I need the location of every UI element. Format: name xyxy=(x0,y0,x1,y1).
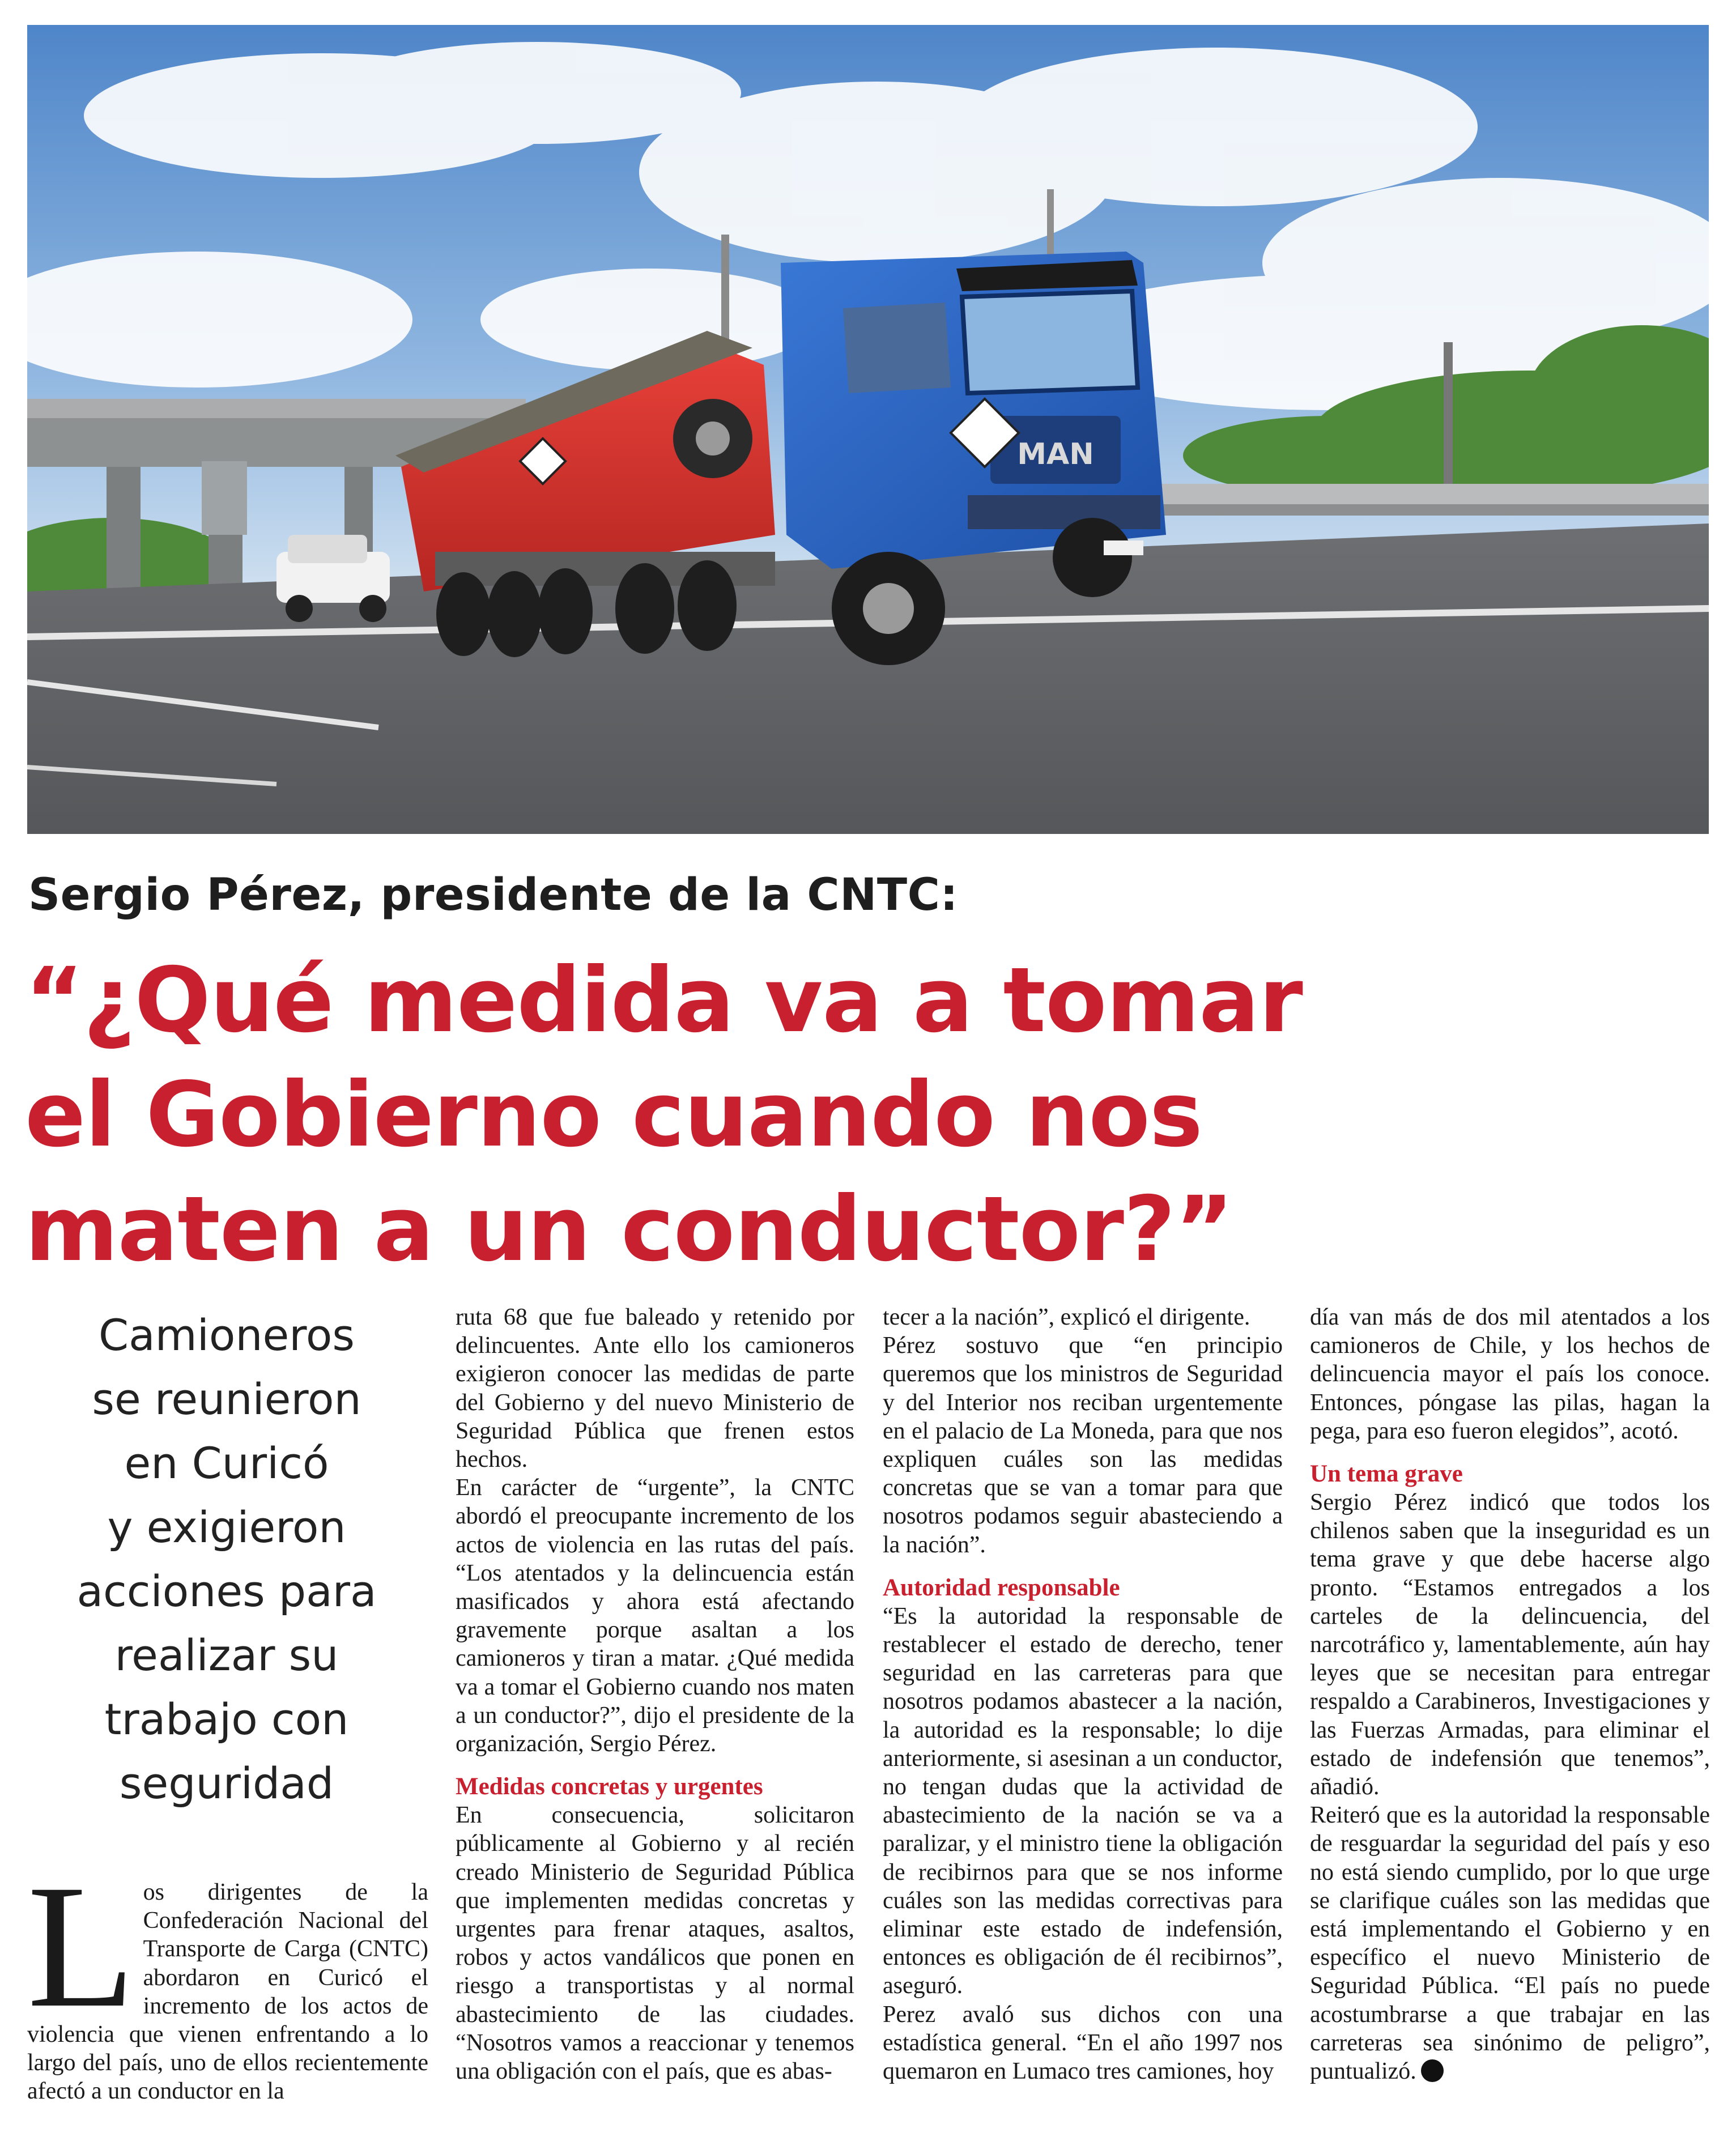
article-paragraph xyxy=(1310,1801,1710,2085)
headline-line: “¿Qué medida va a tomar xyxy=(25,948,1303,1053)
section-subhead: Un tema grave xyxy=(1310,1461,1463,1488)
article-paragraph: Perez avaló sus dichos con una estadística general. “En el año 1997 nos quemaron en Lumaco tres camiones, hoy xyxy=(883,2001,1283,2085)
deck-line: y exigieron xyxy=(107,1502,346,1552)
article-paragraph: En carácter de “urgente”, la CNTC abordó el preocupante incremento de los actos de violencia en las rutas del país. “Los atentados y la delincuencia están masificados y ahora está afectando gravemente porque asaltan a los camioneros y tiran a matar. ¿Qué medida va a tomar el Gobierno cuando nos maten a un conductor?”, dijo el presidente de la organización, Sergio Pérez. xyxy=(456,1475,854,1757)
deck-line: en Curicó xyxy=(124,1438,329,1488)
drop-cap: L xyxy=(27,1849,135,2044)
article-paragraph: Pérez sostuvo que “en principio queremos que los ministros de Seguridad y del Interior nos reciban urgentemente en el palacio de La Moneda, para que nos expliquen cuáles son las medidas concretas que se van a tomar para que nosotros podamos seguir abasteciendo a la nación”. xyxy=(883,1333,1283,1558)
article-paragraph: Sergio Pérez indicó que todos los chilenos saben que la inseguridad es un tema grave y que debe hacerse algo pronto. “Estamos entregados a los carteles de la delincuencia, del narcotráfico y, lamentablemente, aún hay leyes que se necesitan para entregar respaldo a Carabineros, Investigaciones y las Fuerzas Armadas, para eliminar el estado de indefensión que tenemos”, añadió. xyxy=(1310,1489,1710,1800)
article-column-2 xyxy=(456,1303,854,2085)
deck-line: Camioneros xyxy=(99,1310,355,1360)
truck-photo-illustration xyxy=(27,25,1709,834)
article-paragraph: tecer a la nación”, explicó el dirigente. xyxy=(883,1304,1250,1330)
headline-line: maten a un conductor?” xyxy=(25,1177,1233,1282)
article-paragraph: día van más de dos mil atentados a los camioneros de Chile, y los hechos de delincuencia mayor el país los conoce. Entonces, póngase las pilas, hagan la pega, para eso fueron elegidos”, acotó. xyxy=(1310,1304,1710,1444)
kicker: Sergio Pérez, presidente de la CNTC: xyxy=(28,870,959,921)
deck-line: trabajo con xyxy=(104,1694,349,1744)
headline xyxy=(25,943,1328,1287)
deck-subtitle xyxy=(34,1303,419,1815)
section-subhead: Autoridad responsable xyxy=(883,1574,1120,1601)
section-subhead: Medidas concretas y urgentes xyxy=(456,1773,763,1800)
end-mark-icon xyxy=(1421,2059,1444,2082)
hero-photo xyxy=(27,25,1709,834)
article-column-4 xyxy=(1310,1303,1710,2085)
headline-line: el Gobierno cuando nos xyxy=(25,1063,1202,1167)
deck-line: se reunieron xyxy=(92,1374,361,1424)
deck-line: seguridad xyxy=(119,1758,334,1808)
article-column-1 xyxy=(27,1849,428,2106)
article-paragraph-text: Reiteró que es la autoridad la responsable de resguardar la seguridad del país y eso no está siendo cumplido, por lo que urge se clarifique cuáles son las medidas que está implementando el Gobierno y en específico el nuevo Ministerio de Seguridad Pública. “El país no puede acostumbrarse a que trabajar en las carreteras sea sinónimo de peligro”, puntualizó. xyxy=(1310,1802,1710,2085)
article-paragraph: ruta 68 que fue baleado y retenido por delincuentes. Ante ello los camioneros exigieron conocer las medidas de parte del Gobierno y del nuevo Ministerio de Seguridad Pública que frenen estos hechos. xyxy=(456,1304,854,1473)
article-paragraph: “Es la autoridad la responsable de restablecer el estado de derecho, tener seguridad en las carreteras para que nosotros podamos abastecer a la nación, la autoridad es la responsable; lo dije anteriormente, si asesinan a un conductor, no tengan dudas que la actividad de abastecimiento de la nación se va a paralizar, y el ministro tiene la obligación de recibirnos para que se nos informe cuáles son las medidas correctivas para eliminar este estado de indefensión, entonces es obligación de él recibirnos”, aseguró. xyxy=(883,1603,1283,1999)
truck-brand-label: MAN xyxy=(1017,437,1094,471)
article-column-3 xyxy=(883,1303,1283,2085)
deck-line: realizar su xyxy=(114,1630,339,1680)
article-paragraph: En consecuencia, solicitaron públicamente al Gobierno y al recién creado Ministerio de Seguridad Pública que implementen medidas concretas y urgentes para frenar ataques, asaltos, robos y actos vandálicos que ponen en riesgo a transportistas y al normal abastecimiento de las ciudades. “Nosotros vamos a reaccionar y tenemos una obligación con el país, que es abas- xyxy=(456,1802,854,2085)
deck-line: acciones para xyxy=(76,1566,377,1616)
article-paragraph: os dirigentes de la Confederación Nacional del Transporte de Carga (CNTC) abordaron en Curicó el incremento de los actos de violencia que vienen enfrentando a lo largo del país, uno de ellos recientemente afectó a un conductor en la xyxy=(27,1879,428,2105)
